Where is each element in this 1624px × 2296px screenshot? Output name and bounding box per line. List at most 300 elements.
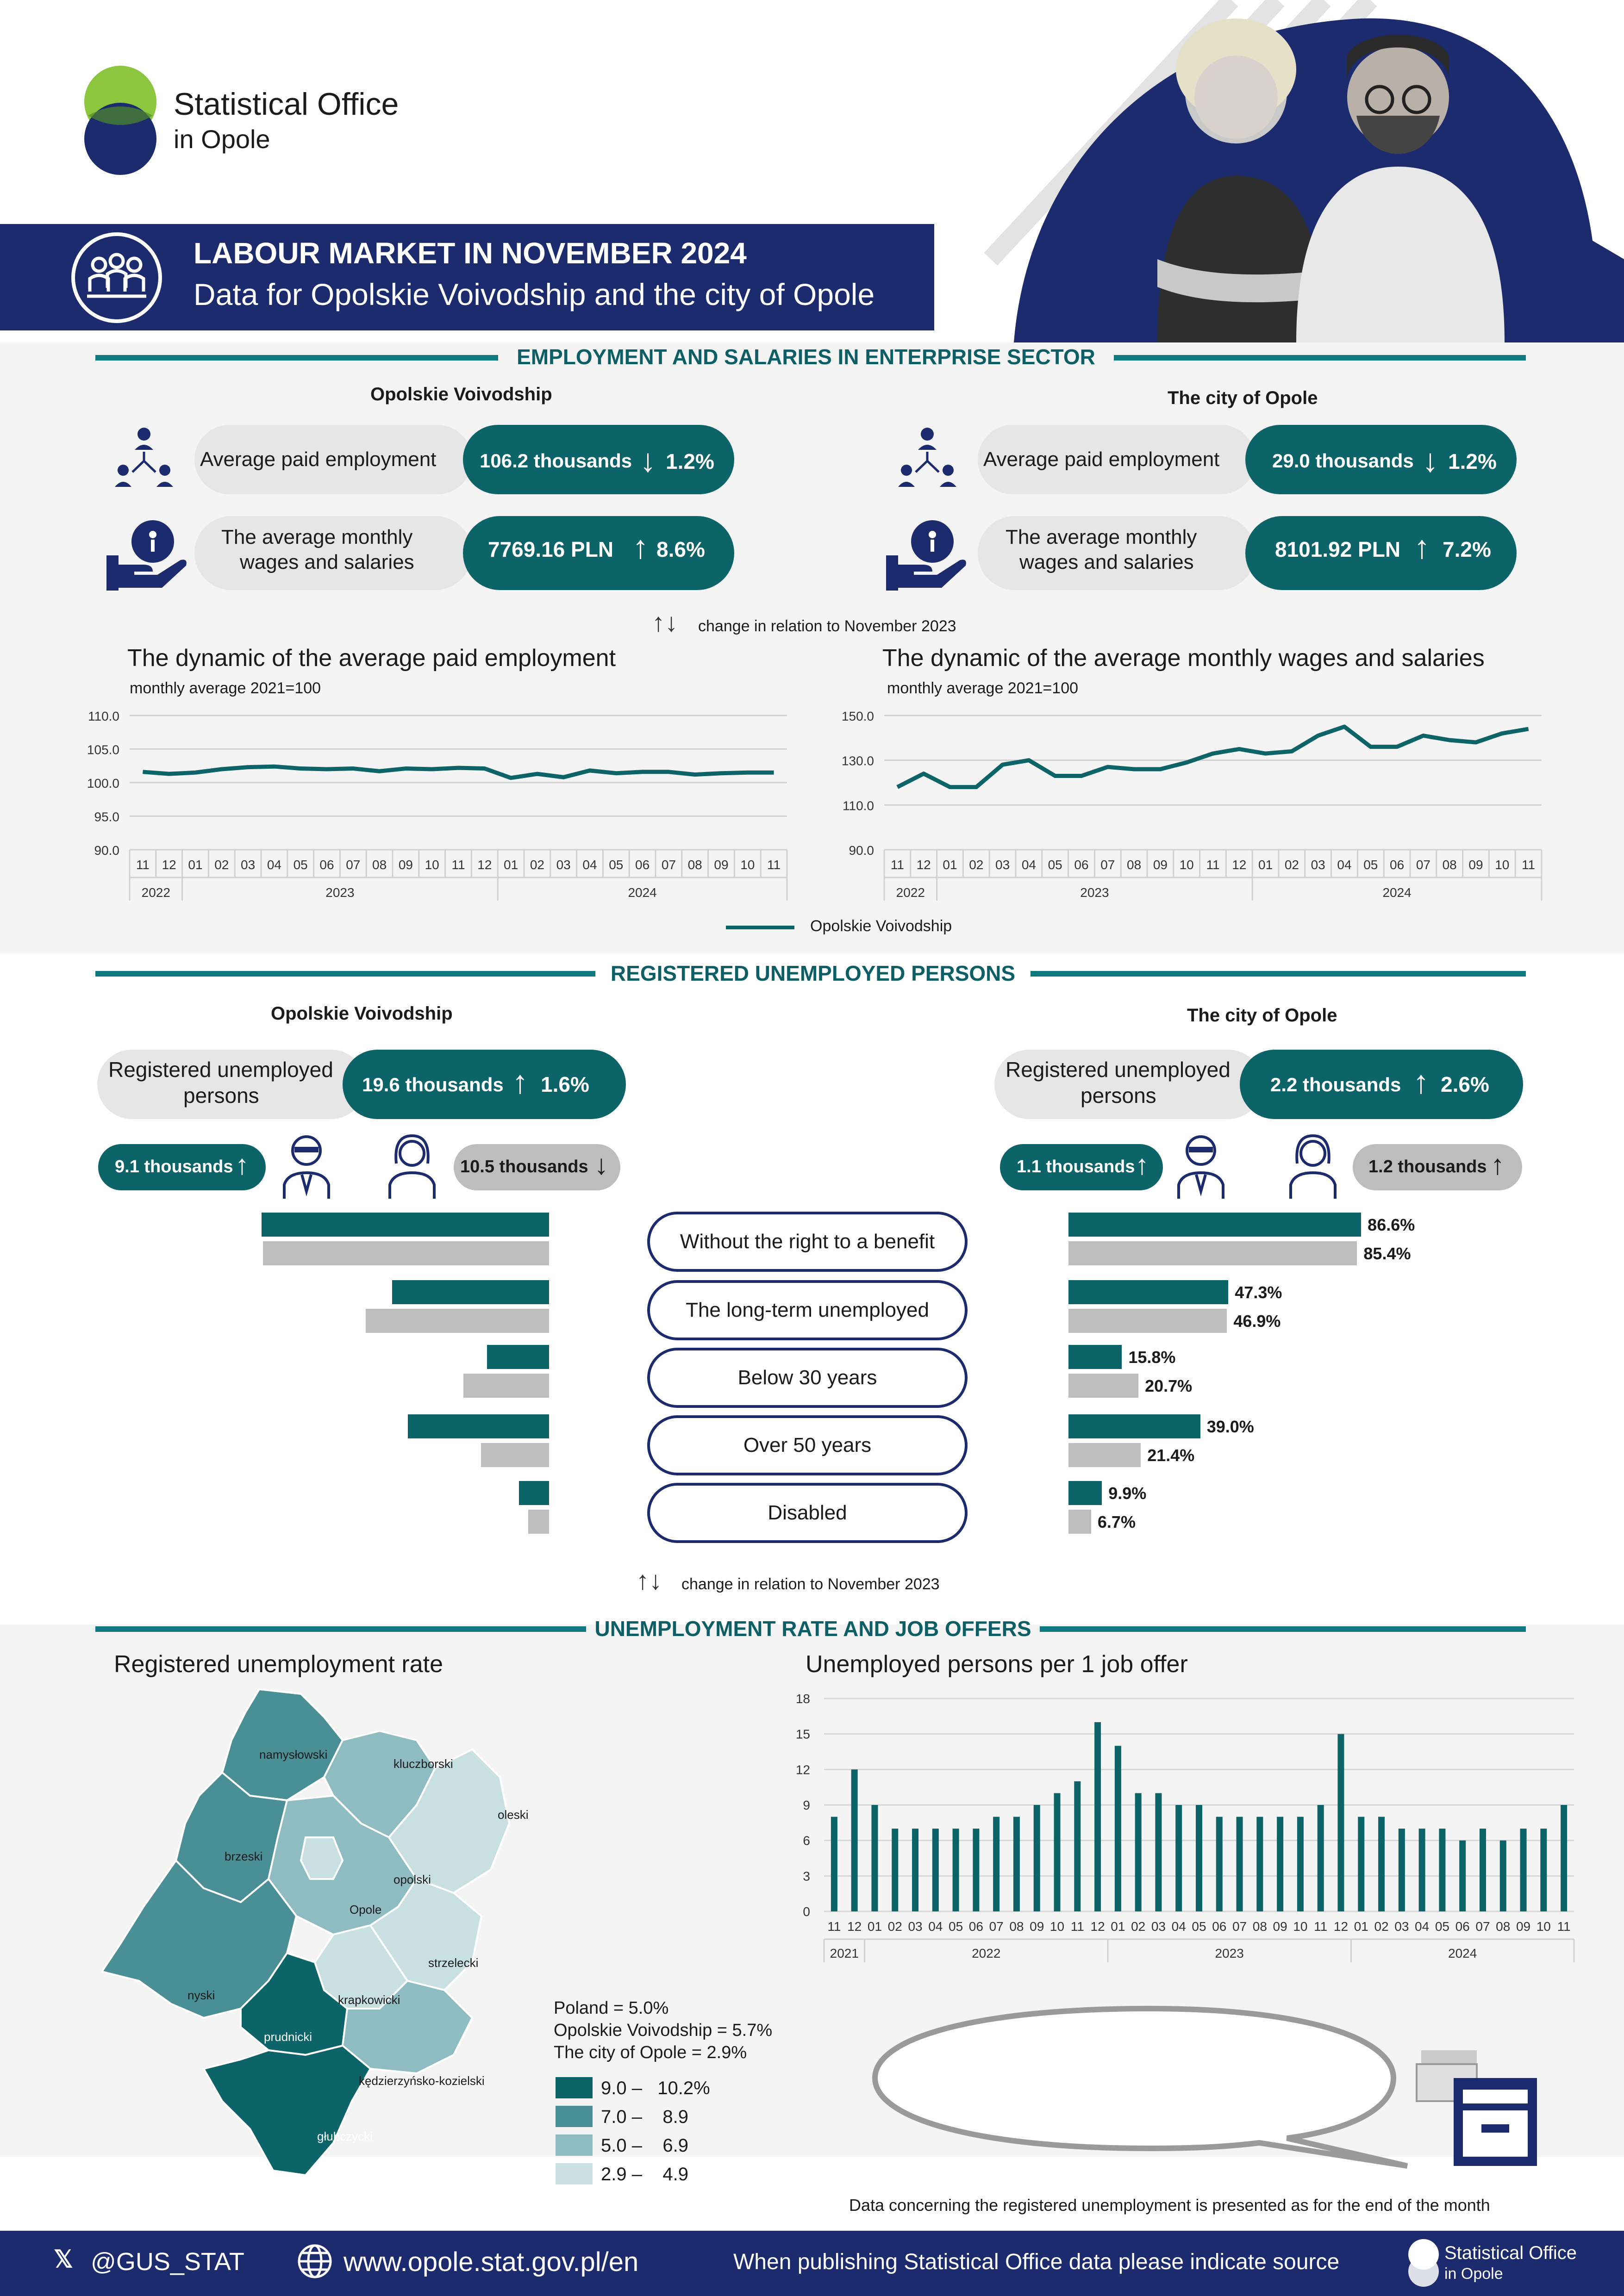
chart1-title: The dynamic of the average paid employment xyxy=(127,645,616,672)
org-chart-icon xyxy=(897,426,957,491)
voiv-label-2: Opolskie Voivodship xyxy=(271,1003,453,1024)
bar xyxy=(831,1817,837,1911)
bar-label-current: 9.9% xyxy=(1108,1484,1147,1503)
voiv-label: Opolskie Voivodship xyxy=(370,384,552,404)
city-registered-label-1: Registered unemployed xyxy=(1006,1058,1230,1082)
bar xyxy=(1034,1805,1040,1911)
y-tick-label: 105.0 xyxy=(87,742,119,757)
map-label: namysłowski xyxy=(259,1748,328,1761)
category-over-50 xyxy=(647,1415,968,1475)
change-note-1: change in relation to November 2023 xyxy=(698,617,956,635)
x-tick-label: 02 xyxy=(530,858,544,872)
bar xyxy=(1337,1734,1344,1911)
x-tick-label: 04 xyxy=(928,1919,943,1934)
section3-rule-right xyxy=(1040,1626,1526,1632)
footer-note: When publishing Statistical Office data please indicate source xyxy=(733,2250,1340,2274)
bar-previous xyxy=(1068,1309,1227,1333)
legend-swatch xyxy=(556,2163,593,2184)
map-label: opolski xyxy=(394,1873,431,1886)
x-tick-label: 09 xyxy=(1516,1919,1531,1934)
footer-logo-line1: Statistical Office xyxy=(1444,2243,1577,2263)
x-tick-label: 08 xyxy=(1442,858,1457,872)
bar-previous xyxy=(263,1241,549,1265)
x-tick-label: 09 xyxy=(1153,858,1168,872)
bar-previous xyxy=(463,1374,549,1398)
woman-icon xyxy=(384,1131,440,1201)
voiv-wage-change: 8.6% xyxy=(656,537,705,561)
map-label: kędzierzyńsko-kozielski xyxy=(359,2074,485,2088)
map-label: krapkowicki xyxy=(338,1993,400,2007)
up-arrow-icon: ↑ xyxy=(1414,529,1430,565)
city-wage-change: 7.2% xyxy=(1443,537,1491,561)
x-tick-label: 01 xyxy=(504,858,518,872)
year-label: 2023 xyxy=(1215,1946,1244,1960)
map-label: kluczborski xyxy=(394,1757,453,1771)
city-wage-label-1: The average monthly xyxy=(1006,526,1197,548)
year-label: 2024 xyxy=(1448,1946,1477,1960)
bar-label-previous: 46.9% xyxy=(1233,1312,1281,1331)
x-tick-label: 11 xyxy=(1314,1919,1328,1934)
x-tick-label: 12 xyxy=(1333,1919,1349,1934)
x-tick-label: 06 xyxy=(1212,1919,1227,1934)
org-chart-icon xyxy=(114,426,174,491)
x-tick-label: 08 xyxy=(1009,1919,1024,1934)
year-label: 2024 xyxy=(628,885,657,900)
y-tick-label: 90.0 xyxy=(94,843,119,858)
map-label: głubczycki xyxy=(317,2129,373,2143)
x-tick-label: 05 xyxy=(1048,858,1062,872)
x-tick-label: 12 xyxy=(477,858,492,872)
x-tick-label: 10 xyxy=(740,858,755,872)
bar xyxy=(1297,1817,1304,1911)
x-tick-label: 11 xyxy=(890,858,904,872)
y-tick-label: 100.0 xyxy=(87,776,119,790)
section2-title: REGISTERED UNEMPLOYED PERSONS xyxy=(610,961,1016,985)
category-label: Over 50 years xyxy=(743,1434,872,1456)
down-arrow-icon: ↓ xyxy=(1422,442,1438,479)
bar-previous xyxy=(1068,1374,1138,1398)
legend-range: 2.9 – 4.9 xyxy=(601,2164,689,2184)
voiv-wage-label-2: wages and salaries xyxy=(240,551,414,573)
x-tick-label: 10 xyxy=(1536,1919,1551,1934)
twitter-handle[interactable]: @GUS_STAT xyxy=(91,2248,244,2276)
change-note-2: change in relation to November 2023 xyxy=(681,1575,940,1593)
category-below-30 xyxy=(647,1348,968,1408)
globe-icon xyxy=(296,2243,333,2280)
people-group-icon xyxy=(70,231,163,324)
bar-current xyxy=(519,1481,549,1505)
bar-current xyxy=(392,1280,549,1304)
x-tick-label: 01 xyxy=(1354,1919,1368,1934)
x-tick-label: 08 xyxy=(1252,1919,1267,1934)
x-tick-label: 11 xyxy=(1070,1919,1084,1934)
x-tick-label: 03 xyxy=(1311,858,1325,872)
x-tick-label: 04 xyxy=(1337,858,1352,872)
city-registered-label-2: persons xyxy=(1081,1083,1156,1108)
voiv-employment-value: 106.2 thousands xyxy=(480,450,632,472)
year-label: 2022 xyxy=(896,885,925,900)
statistical-office-logo-icon xyxy=(83,65,157,176)
map-label: Opole xyxy=(350,1903,382,1916)
x-tick-label: 06 xyxy=(635,858,650,872)
wages-line-chart xyxy=(824,694,1565,912)
x-tick-label: 06 xyxy=(319,858,334,872)
x-tick-label: 05 xyxy=(1363,858,1378,872)
series-line xyxy=(897,727,1528,787)
x-tick-label: 07 xyxy=(661,858,676,872)
year-label: 2023 xyxy=(325,885,355,900)
bar-label-previous: 6.7% xyxy=(1097,1512,1136,1531)
x-tick-label: 01 xyxy=(1258,858,1273,872)
x-tick-label: 02 xyxy=(969,858,984,872)
x-tick-label: 06 xyxy=(1455,1919,1470,1934)
x-tick-label: 12 xyxy=(1090,1919,1105,1934)
x-tick-label: 09 xyxy=(398,858,413,872)
map-label: oleski xyxy=(498,1808,529,1822)
x-tick-label: 07 xyxy=(1475,1919,1490,1934)
employment-line-chart xyxy=(69,694,815,912)
page-title: LABOUR MARKET IN NOVEMBER 2024 xyxy=(194,236,747,270)
x-tick-label: 02 xyxy=(1374,1919,1389,1934)
city-registered-value: 2.2 thousands xyxy=(1270,1074,1401,1095)
x-tick-label: 05 xyxy=(609,858,624,872)
map-title: Registered unemployment rate xyxy=(114,1651,443,1678)
city-women-value: 1.2 thousands xyxy=(1368,1157,1487,1176)
job-offers-bar-chart xyxy=(778,1685,1593,1972)
rate-poland: Poland = 5.0% xyxy=(554,1998,669,2018)
bar xyxy=(1540,1829,1547,1911)
x-tick-label: 01 xyxy=(867,1919,882,1934)
bar xyxy=(1277,1817,1283,1911)
chart3-title: Unemployed persons per 1 job offer xyxy=(806,1651,1188,1678)
header-photo-graphic xyxy=(972,0,1624,342)
bar xyxy=(912,1829,918,1911)
voiv-registered-label-1: Registered unemployed xyxy=(108,1058,333,1082)
year-label: 2021 xyxy=(830,1946,859,1960)
voiv-employment-change: 1.2% xyxy=(666,449,714,473)
legend-label: Opolskie Voivodship xyxy=(810,917,952,935)
city-employment-label: Average paid employment xyxy=(983,448,1220,471)
bar-current xyxy=(1068,1280,1228,1304)
y-tick-label: 6 xyxy=(803,1833,810,1848)
chart1-subtitle: monthly average 2021=100 xyxy=(130,679,321,697)
bar xyxy=(993,1817,999,1911)
bar xyxy=(1256,1817,1263,1911)
y-tick-label: 95.0 xyxy=(94,809,119,824)
bar xyxy=(1399,1829,1405,1911)
category-label: Below 30 years xyxy=(737,1366,877,1389)
category-label: The long-term unemployed xyxy=(686,1299,929,1321)
x-tick-label: 08 xyxy=(1496,1919,1511,1934)
bar-previous xyxy=(481,1443,549,1467)
up-arrow-icon: ↑ xyxy=(1491,1149,1505,1180)
x-tick-label: 10 xyxy=(425,858,439,872)
bar xyxy=(1480,1829,1486,1911)
man-icon xyxy=(1173,1131,1229,1201)
x-tick-label: 10 xyxy=(1495,858,1510,872)
legend-range: 9.0 – 10.2% xyxy=(601,2078,710,2098)
up-arrow-icon: ↑ xyxy=(235,1149,249,1180)
map-label: strzelecki xyxy=(428,1956,479,1970)
bar xyxy=(1459,1841,1466,1911)
y-tick-label: 15 xyxy=(795,1727,810,1742)
legend-range: 5.0 – 6.9 xyxy=(601,2135,689,2156)
district-opole-city xyxy=(301,1837,343,1879)
x-tick-label: 03 xyxy=(1394,1919,1409,1934)
year-label: 2024 xyxy=(1382,885,1412,900)
year-label: 2022 xyxy=(972,1946,1001,1960)
district-glubczycki xyxy=(204,2046,370,2175)
section1-rule-left xyxy=(95,355,498,361)
section2-rule-right xyxy=(1031,971,1526,977)
series-line xyxy=(143,766,774,778)
y-tick-label: 18 xyxy=(795,1692,810,1706)
x-tick-label: 04 xyxy=(1021,858,1036,872)
voiv-registered-change: 1.6% xyxy=(541,1072,589,1096)
bar-label-previous: 21.4% xyxy=(1147,1446,1195,1465)
rate-voiv: Opolskie Voivodship = 5.7% xyxy=(554,2021,773,2040)
bar xyxy=(1520,1829,1527,1911)
bar xyxy=(1196,1805,1202,1911)
x-tick-label: 09 xyxy=(1468,858,1483,872)
city-employment-change: 1.2% xyxy=(1448,449,1497,473)
bar xyxy=(1054,1793,1061,1911)
section2-rule-left xyxy=(95,971,595,977)
bar-label-previous: 85.4% xyxy=(1363,1244,1411,1263)
footer-logo-icon xyxy=(1407,2238,1440,2289)
woman-icon xyxy=(1285,1131,1341,1201)
bar-current xyxy=(1068,1345,1122,1369)
bar xyxy=(973,1829,979,1911)
bar xyxy=(892,1829,898,1911)
city-label-2: The city of Opole xyxy=(1187,1005,1337,1026)
bar xyxy=(1237,1817,1243,1911)
year-label: 2023 xyxy=(1080,885,1109,900)
bar-previous xyxy=(528,1510,549,1534)
legend-swatch xyxy=(556,2134,593,2156)
city-registered-change: 2.6% xyxy=(1441,1072,1489,1096)
bar xyxy=(932,1829,939,1911)
voiv-employment-label: Average paid employment xyxy=(200,448,437,471)
category-disabled xyxy=(647,1483,968,1543)
x-tick-label: 04 xyxy=(267,858,281,872)
bar xyxy=(1378,1817,1385,1911)
bar xyxy=(1135,1793,1142,1911)
x-tick-label: 12 xyxy=(162,858,176,872)
voiv-men-value: 9.1 thousands xyxy=(115,1157,233,1176)
legend-line-swatch xyxy=(726,926,794,929)
section1-rule-right xyxy=(1114,355,1526,361)
bar xyxy=(1358,1817,1364,1911)
x-tick-label: 02 xyxy=(1284,858,1299,872)
x-tick-label: 05 xyxy=(949,1919,963,1934)
category-label: Disabled xyxy=(768,1501,847,1524)
file-cabinet-icon xyxy=(1412,2046,1546,2171)
x-tick-label: 11 xyxy=(1206,858,1220,872)
x-tick-label: 12 xyxy=(916,858,931,872)
x-tick-label: 09 xyxy=(714,858,729,872)
bar xyxy=(1115,1746,1121,1911)
rate-city: The city of Opole = 2.9% xyxy=(554,2043,747,2062)
x-tick-label: 10 xyxy=(1293,1919,1308,1934)
y-tick-label: 130.0 xyxy=(841,753,874,768)
voiv-women-value: 10.5 thousands xyxy=(460,1157,588,1176)
x-tick-label: 11 xyxy=(827,1919,841,1934)
bar-current xyxy=(1068,1213,1361,1237)
money-hand-icon xyxy=(886,514,969,592)
bar xyxy=(1155,1793,1162,1911)
x-tick-label: 06 xyxy=(968,1919,983,1934)
bar-previous xyxy=(366,1309,549,1333)
x-tick-label: 05 xyxy=(1192,1919,1206,1934)
bar xyxy=(1500,1841,1506,1911)
x-tick-label: 11 xyxy=(767,858,781,872)
category-long-term xyxy=(647,1280,968,1340)
down-arrow-icon: ↓ xyxy=(640,442,656,479)
down-arrow-icon: ↓ xyxy=(594,1149,608,1180)
x-tick-label: 12 xyxy=(847,1919,862,1934)
y-tick-label: 0 xyxy=(803,1904,810,1919)
bar-previous xyxy=(1068,1443,1141,1467)
bar-label-current: 39.0% xyxy=(1206,1417,1254,1436)
x-tick-label: 07 xyxy=(989,1919,1004,1934)
bar xyxy=(1094,1722,1101,1911)
bar-current xyxy=(487,1345,549,1369)
chart2-subtitle: monthly average 2021=100 xyxy=(887,679,1079,697)
x-tick-label: 07 xyxy=(346,858,361,872)
x-tick-label: 06 xyxy=(1390,858,1405,872)
category-label: Without the right to a benefit xyxy=(680,1230,935,1253)
x-tick-label: 02 xyxy=(887,1919,902,1934)
legend-swatch xyxy=(556,2106,593,2127)
voiv-wage-label-1: The average monthly xyxy=(221,526,413,548)
x-tick-label: 03 xyxy=(995,858,1010,872)
section3-rule-left xyxy=(95,1626,586,1632)
bar xyxy=(1318,1805,1324,1911)
x-tick-label: 11 xyxy=(451,858,465,872)
x-tick-label: 07 xyxy=(1416,858,1430,872)
x-tick-label: 03 xyxy=(1151,1919,1166,1934)
up-arrow-icon: ↑ xyxy=(512,1064,528,1100)
bar xyxy=(1561,1805,1567,1911)
x-tick-label: 01 xyxy=(1111,1919,1125,1934)
up-down-arrows-icon: ↑↓ xyxy=(636,1566,662,1595)
x-tick-label: 05 xyxy=(1435,1919,1449,1934)
money-hand-icon xyxy=(106,514,190,592)
up-arrow-icon: ↑ xyxy=(632,529,649,565)
bar-label-previous: 20.7% xyxy=(1145,1376,1193,1395)
bar xyxy=(1216,1817,1223,1911)
y-tick-label: 90.0 xyxy=(849,843,874,858)
x-tick-label: 10 xyxy=(1179,858,1194,872)
bar-current xyxy=(262,1213,549,1237)
bar-label-current: 47.3% xyxy=(1235,1283,1282,1302)
up-arrow-icon: ↑ xyxy=(1135,1149,1149,1180)
x-tick-label: 06 xyxy=(1074,858,1089,872)
y-tick-label: 110.0 xyxy=(843,798,874,813)
year-label: 2022 xyxy=(141,885,170,900)
category-no-benefit xyxy=(647,1212,968,1272)
website-link[interactable]: www.opole.stat.gov.pl/en xyxy=(344,2247,639,2277)
x-tick-label: 11 xyxy=(1522,858,1536,872)
city-wage-label-2: wages and salaries xyxy=(1019,551,1194,573)
x-tick-label: 02 xyxy=(214,858,229,872)
map-label: brzeski xyxy=(225,1849,263,1863)
voiv-registered-label-2: persons xyxy=(183,1083,259,1108)
x-tick-label: 11 xyxy=(136,858,150,872)
bar-current xyxy=(1068,1414,1200,1438)
bar-current xyxy=(1068,1481,1102,1505)
chart2-title: The dynamic of the average monthly wages and salaries xyxy=(882,645,1485,672)
voivodship-map xyxy=(83,1685,583,2217)
bar xyxy=(851,1769,858,1911)
x-tick-label: 07 xyxy=(1232,1919,1247,1934)
district-namyslowski xyxy=(222,1689,343,1800)
voiv-registered-value: 19.6 thousands xyxy=(362,1074,504,1095)
x-tick-label: 05 xyxy=(293,858,308,872)
y-tick-label: 12 xyxy=(795,1762,810,1777)
x-tick-label: 10 xyxy=(1049,1919,1065,1934)
bar xyxy=(871,1805,878,1911)
up-down-arrows-icon: ↑↓ xyxy=(652,608,678,637)
bar xyxy=(1439,1829,1445,1911)
bar xyxy=(1074,1781,1081,1911)
section1-title: EMPLOYMENT AND SALARIES IN ENTERPRISE SECTOR xyxy=(517,345,1095,369)
bar-previous xyxy=(1068,1510,1091,1534)
x-tick-label: 08 xyxy=(372,858,387,872)
x-twitter-icon[interactable]: 𝕏 xyxy=(54,2246,73,2273)
logo-line2: in Opole xyxy=(174,124,270,154)
y-tick-label: 3 xyxy=(803,1869,810,1884)
x-tick-label: 08 xyxy=(1127,858,1142,872)
footer-logo-line2: in Opole xyxy=(1444,2265,1503,2283)
x-tick-label: 02 xyxy=(1131,1919,1146,1934)
x-tick-label: 04 xyxy=(1171,1919,1186,1934)
map-label: nyski xyxy=(187,1988,215,2002)
x-tick-label: 08 xyxy=(687,858,702,872)
legend-swatch xyxy=(556,2077,593,2098)
up-arrow-icon: ↑ xyxy=(1413,1064,1429,1100)
page-subtitle: Data for Opolskie Voivodship and the city of Opole xyxy=(194,277,875,311)
unemployment-footnote: Data concerning the registered unemployment is presented as for the end of the month xyxy=(849,2196,1490,2215)
bar xyxy=(953,1829,959,1911)
x-tick-label: 03 xyxy=(241,858,256,872)
x-tick-label: 04 xyxy=(1415,1919,1430,1934)
x-tick-label: 03 xyxy=(908,1919,923,1934)
x-tick-label: 07 xyxy=(1100,858,1115,872)
bar xyxy=(1175,1805,1182,1911)
logo-line1: Statistical Office xyxy=(174,87,399,122)
city-wage-value: 8101.92 PLN xyxy=(1275,537,1401,561)
bar xyxy=(1419,1829,1425,1911)
legend-range: 7.0 – 8.9 xyxy=(601,2107,689,2127)
city-label: The city of Opole xyxy=(1168,388,1318,408)
bar-previous xyxy=(1068,1241,1357,1265)
x-tick-label: 04 xyxy=(582,858,597,872)
bar-current xyxy=(408,1414,549,1438)
x-tick-label: 01 xyxy=(943,858,957,872)
bar-label-current: 15.8% xyxy=(1128,1348,1176,1367)
x-tick-label: 11 xyxy=(1557,1919,1571,1934)
y-tick-label: 150.0 xyxy=(841,709,874,723)
y-tick-label: 9 xyxy=(803,1798,810,1812)
map-label: prudnicki xyxy=(264,2030,312,2044)
section3-title: UNEMPLOYMENT RATE AND JOB OFFERS xyxy=(594,1617,1031,1641)
x-tick-label: 12 xyxy=(1232,858,1247,872)
city-employment-value: 29.0 thousands xyxy=(1272,450,1414,472)
x-tick-label: 01 xyxy=(188,858,203,872)
bar-label-current: 86.6% xyxy=(1368,1215,1415,1234)
